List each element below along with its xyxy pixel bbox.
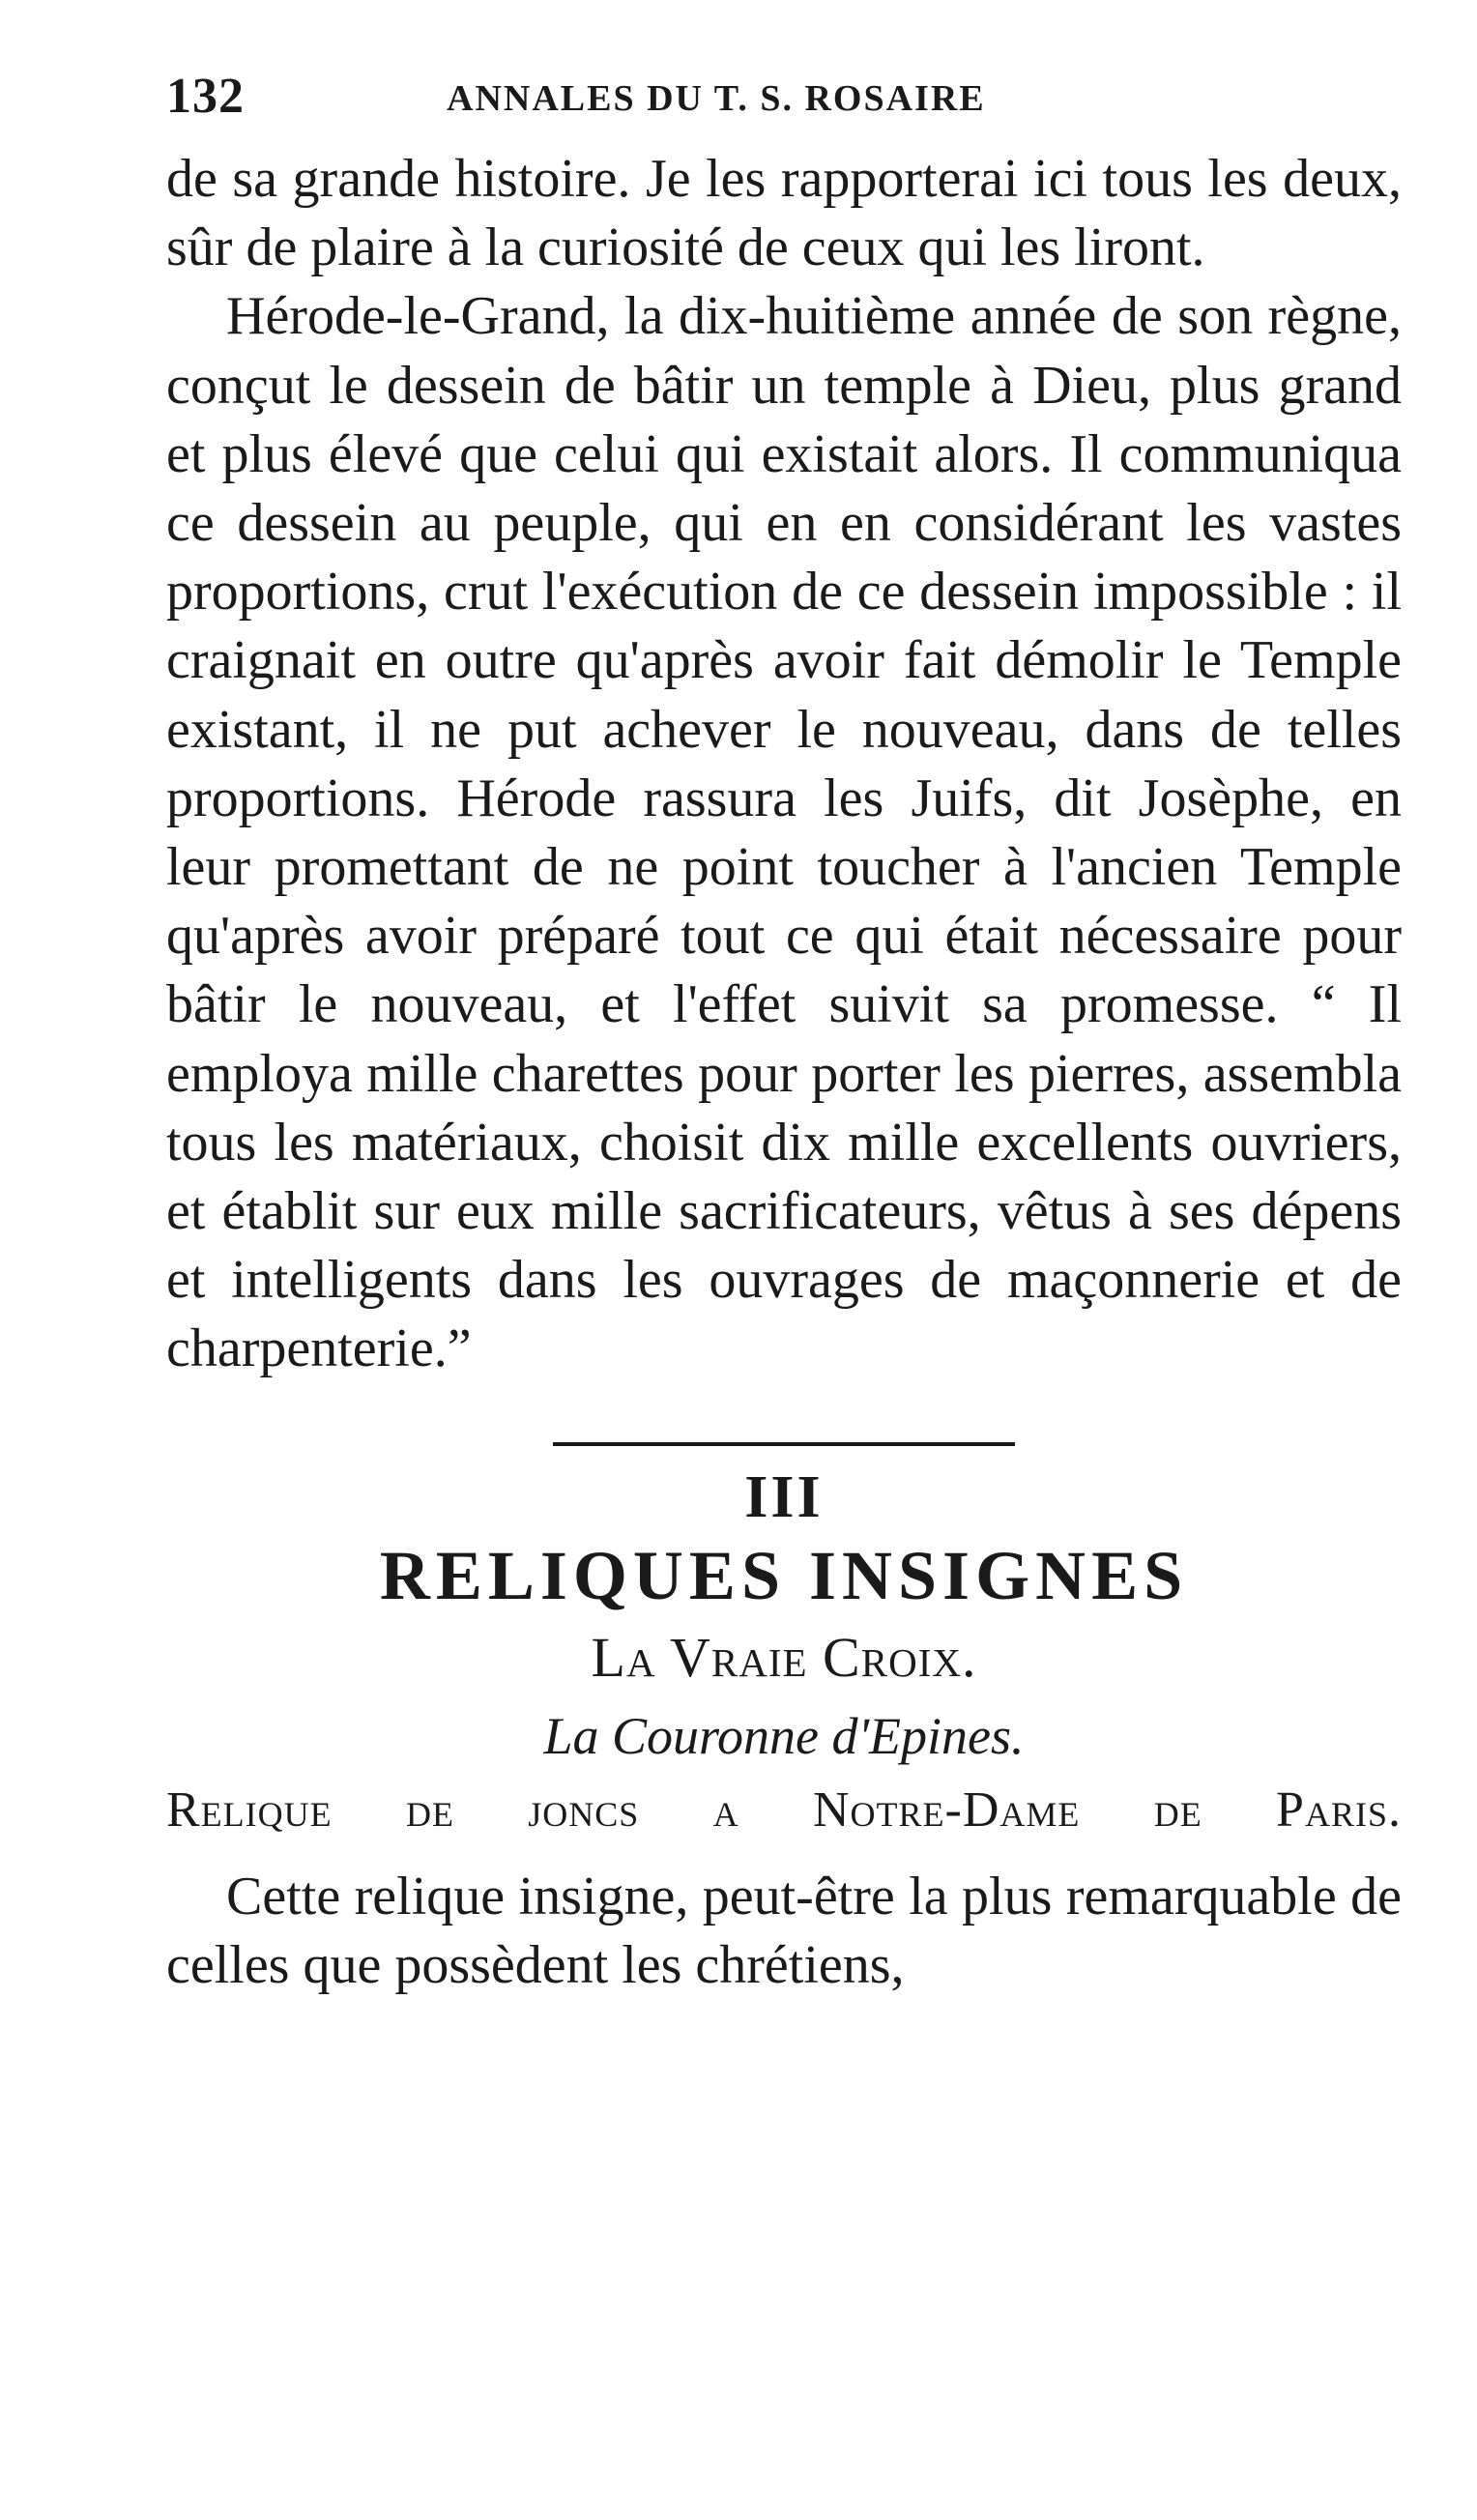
paragraph: Cette relique insigne, peut-être la plus remarquable de celles que possèdent les chrétiens, — [166, 1866, 1402, 1995]
section-subtitle: Relique de joncs a Notre-Dame de Paris. — [166, 1781, 1402, 1838]
section-title: RELIQUES INSIGNES — [379, 1536, 1189, 1614]
section-divider — [553, 1442, 1015, 1446]
paragraph: Hérode-le-Grand, la dix-huitième année de son règne, conçut le dessein de bâtir un temple à Dieu, plus grand et plus élevé que celui qui existait alors. Il communiqua ce dessein au peuple, qui en en considérant les vastes proportions, crut l'exécution de ce dessein impossible : il craignait en outre qu'après avoir fait démolir le Temple existant, il ne put achever le nouveau, dans de telles proportions. Hérode rassura les Juifs, dit Josèphe, en leur promettant de ne point toucher à l'ancien Temple qu'après avoir préparé tout ce qui était nécessaire pour bâtir le nouveau, et l'effet suivit sa promesse. “ Il employa mille charettes pour porter les pierres, assembla tous les matériaux, choisit dix mille excellents ouvriers, et établit sur eux mille sacrificateurs, vêtus à ses dépens et intelligents dans les ouvrages de maçonnerie et de charpenterie.” — [166, 286, 1402, 1379]
body-text — [166, 145, 1402, 1384]
journal-title: ANNALES DU T. S. ROSAIRE — [447, 78, 986, 119]
section-subtitle: La Vraie Croix. — [591, 1625, 977, 1689]
section-number: III — [744, 1463, 824, 1530]
closing-text — [166, 1863, 1402, 2000]
running-head — [166, 68, 1402, 145]
section-subtitle: La Couronne d'Epines. — [543, 1706, 1025, 1765]
book-page — [166, 68, 1402, 2000]
section-heading — [166, 1463, 1402, 1845]
paragraph: de sa grande histoire. Je les rapporterai ici tous les deux, sûr de plaire à la curiosité de ceux qui les liront. — [166, 149, 1402, 278]
page-number: 132 — [166, 69, 245, 124]
